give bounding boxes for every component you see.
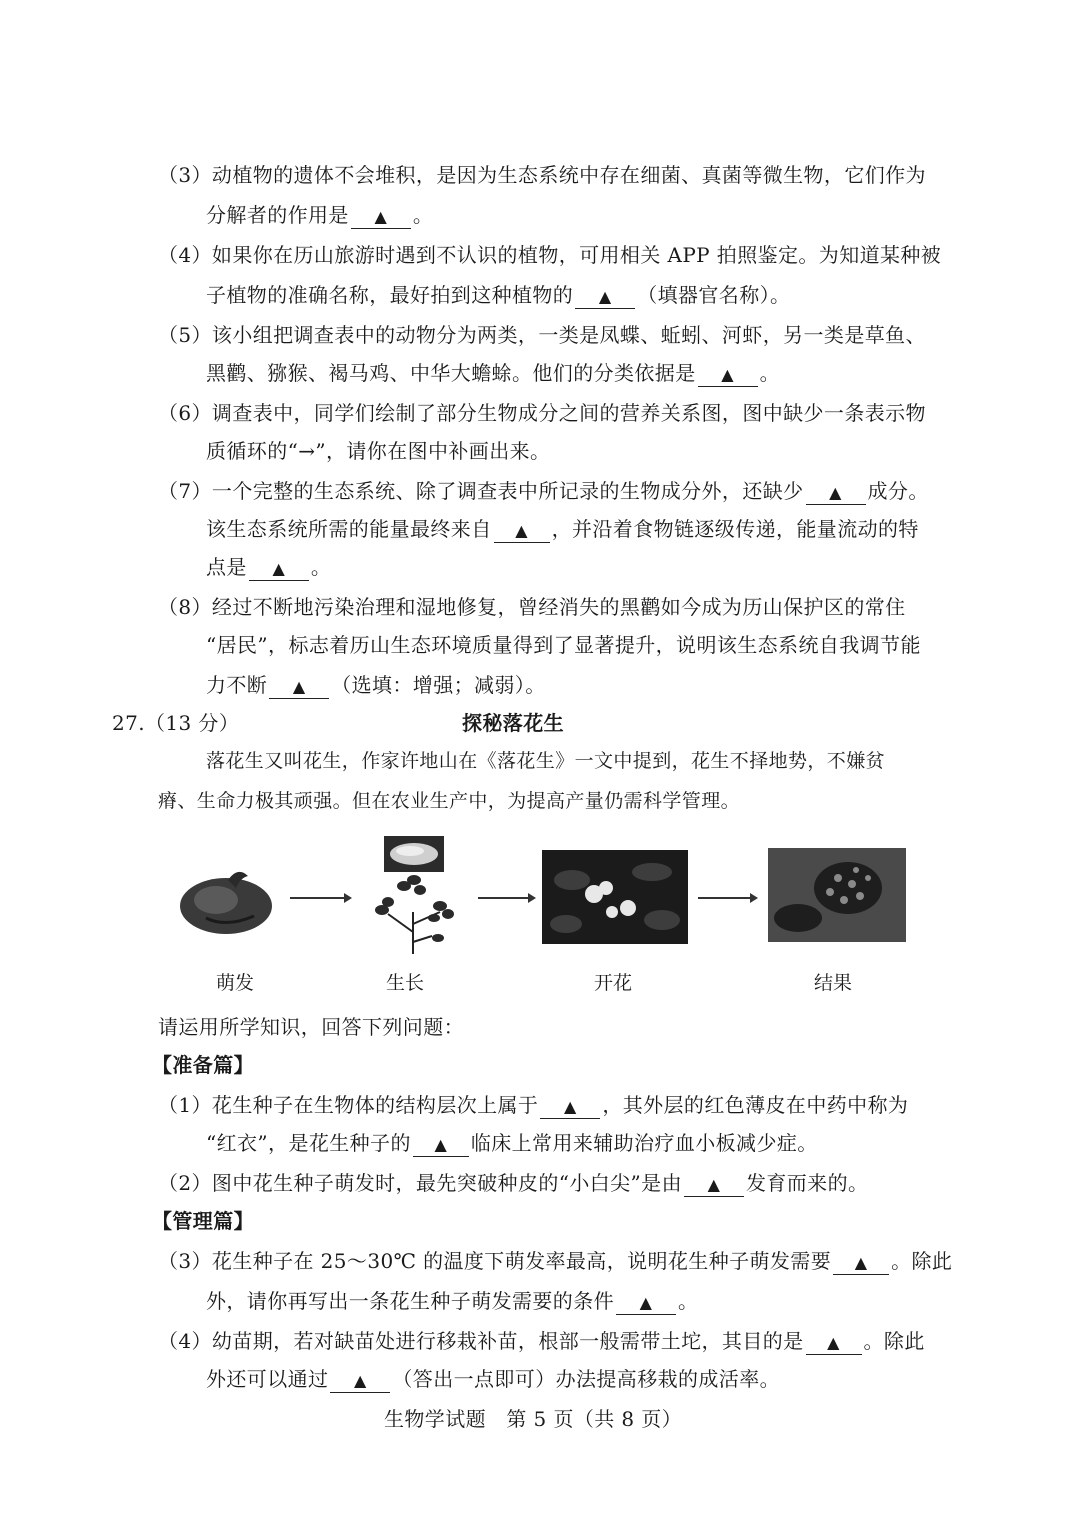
q27-p3-line1: （3）花生种子在 25～30℃ 的温度下萌发率最高，说明花生种子萌发需要 ▲ 。除此 [158,1249,953,1273]
answer-blank[interactable]: ▲ [684,1172,744,1197]
seedling-drawing [368,872,458,956]
answer-blank[interactable]: ▲ [413,1132,469,1157]
stage-arrow [290,897,350,899]
stage-arrow [478,897,534,899]
answer-blank[interactable]: ▲ [540,1094,600,1119]
germinating-seed-image [176,862,276,936]
stage-label-flowering: 开花 [594,972,633,994]
q26-p7-line2: 该生态系统所需的能量最终来自 ▲ ，并沿着食物链逐级传递，能量流动的特 [206,517,919,541]
answer-blank[interactable]: ▲ [616,1290,676,1315]
answer-blank[interactable]: ▲ [351,204,411,229]
q26-p6-line2: 质循环的“→”，请你在图中补画出来。 [206,439,551,463]
answer-blank[interactable]: ▲ [249,556,309,581]
q27-title: 探秘落花生 [462,711,564,735]
q26-p6-line1: （6）调查表中，同学们绘制了部分生物成分之间的营养关系图，图中缺少一条表示物 [158,401,926,425]
section-heading-preparation: 【准备篇】 [152,1053,254,1077]
q26-p7-line3: 点是 ▲ 。 [206,555,332,579]
page-footer: 生物学试题 第 5 页（共 8 页） [384,1407,683,1431]
q27-prompt: 请运用所学知识，回答下列问题： [158,1015,464,1039]
answer-blank[interactable]: ▲ [698,362,758,387]
answer-blank[interactable]: ▲ [806,480,866,505]
q27-p4-line2: 外还可以通过 ▲ （答出一点即可）办法提高移栽的成活率。 [206,1367,781,1391]
answer-blank[interactable]: ▲ [806,1330,862,1355]
q26-p3-line1: （3）动植物的遗体不会堆积，是因为生态系统中存在细菌、真菌等微生物，它们作为 [158,163,926,187]
answer-blank[interactable]: ▲ [494,518,550,543]
flowering-photo [542,850,688,944]
answer-blank[interactable]: ▲ [833,1250,889,1275]
stage-label-growth: 生长 [386,972,425,994]
stage-label-germination: 萌发 [216,972,255,994]
stage-arrow [698,897,756,899]
q26-p3-line2: 分解者的作用是 ▲ 。 [206,203,434,227]
q27-p3-line2: 外，请你再写出一条花生种子萌发需要的条件 ▲ 。 [206,1289,699,1313]
q27-intro-line1: 落花生又叫花生，作家许地山在《落花生》一文中提到，花生不择地势，不嫌贫 [206,750,886,772]
answer-blank[interactable]: ▲ [575,284,635,309]
q27-p4-line1: （4）幼苗期，若对缺苗处进行移栽补苗，根部一般需带土坨，其目的是 ▲ 。除此 [158,1329,925,1353]
q27-p1-line2: “红衣”，是花生种子的 ▲ 临床上常用来辅助治疗血小板减少症。 [206,1131,818,1155]
q26-p8-line2: “居民”，标志着历山生态环境质量得到了显著提升，说明该生态系统自我调节能 [206,633,921,657]
q27-number: 27.（13 分） [112,711,240,735]
q26-p8-line3: 力不断 ▲ （选填：增强；减弱）。 [206,673,546,697]
q27-p2-line1: （2）图中花生种子萌发时，最先突破种皮的“小白尖”是由 ▲ 发育而来的。 [158,1171,869,1195]
answer-blank[interactable]: ▲ [269,674,329,699]
q27-p1-line1: （1）花生种子在生物体的结构层次上属于 ▲ ，其外层的红色薄皮在中药中称为 [158,1093,909,1117]
q26-p5-line1: （5）该小组把调查表中的动物分为两类，一类是凤蝶、蚯蚓、河虾，另一类是草鱼、 [158,323,926,347]
stage-label-fruiting: 结果 [814,972,853,994]
section-heading-management: 【管理篇】 [152,1209,254,1233]
q27-intro-line2: 瘠、生命力极其顽强。但在农业生产中，为提高产量仍需科学管理。 [158,790,741,812]
q26-p5-line2: 黑鹳、猕猴、褐马鸡、中华大蟾蜍。他们的分类依据是 ▲ 。 [206,361,781,385]
answer-blank[interactable]: ▲ [330,1368,390,1393]
fruiting-photo [768,848,906,942]
q26-p4-line2: 子植物的准确名称，最好拍到这种植物的 ▲ （填器官名称）。 [206,283,791,307]
q26-p8-line1: （8）经过不断地污染治理和湿地修复，曾经消失的黑鹳如今成为历山保护区的常住 [158,595,906,619]
q26-p7-line1: （7）一个完整的生态系统、除了调查表中所记录的生物成分外，还缺少 ▲ 成分。 [158,479,929,503]
seed-inset-image [384,836,444,872]
q26-p4-line1: （4）如果你在历山旅游时遇到不认识的植物，可用相关 APP 拍照鉴定。为知道某种被 [158,243,942,267]
